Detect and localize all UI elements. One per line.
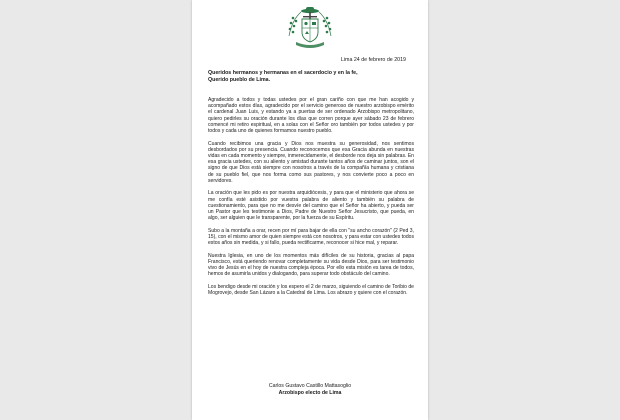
greeting-line-2: Querido pueblo de Lima. (208, 77, 271, 84)
paragraph-3: La oración que les pido es por nuestra arquidiócesis, y para que el ministerio que ahora se me confía esté asistido por vuestra palabra de aliento y también su palabra de cuestionamiento, para que no me desvíe del camino que el Señor ha abierto, y pueda ser un Pastor que les testimonie a Dios, Padre de Nuestro Señor Jesucristo, que pueda, en algo, ser alguien que le transparente, por la fuerza de su Espíritu. (208, 190, 414, 222)
greeting-line-1: Queridos hermanos y hermanas en el sacerdocio y en la fe, (208, 70, 358, 76)
paragraph-2: Cuando recibimos una gracia y Dios nos muestra su generosidad, nos sentimos desbordados por su presencia. Cuando reconocemos que esa Gracia abunda en nuestras vidas en cada momento y siempre, inmerecidamente, el desborde nos deja sin palabras. En esa gracia ustedes, con su aliento y amistad durante tantos años de caminar juntos, son el signo de que Dios está siempre con nosotros a través de la compañía humana y cristiana de su pueblo fiel, que nos forma como sus pastores, y nos convierte poco a poco en servidores. (208, 140, 414, 184)
paragraph-1: Agradecido a todos y todas ustedes por el gran cariño con que me han acogido y acompañado estos días, agradecido por el servicio generoso de nuestro arzobispo emérito el cardenal Juan Luis, y estando ya a puertas de ser ordenado Arzobispo metropolitano, quiero pedirles su oración durante los días que corren porque ayer sábado 23 de febrero comencé mi retiro espiritual, en a solas con el Señor oro también por todos ustedes y por todos y cada uno de quienes formamos nuestro pueblo. (208, 97, 414, 135)
paragraph-6: Los bendigo desde mi oración y los espero el 2 de marzo, siguiendo el camino de Toribio de Mogrovejo, desde San Lázaro a la Catedral de Lima. Los abrazo y quiere con el corazón. (208, 284, 414, 297)
paragraph-4: Subo a la montaña a orar, recen por mí para bajar de ella con "su ancho corazón" (2 Ped 3, 15), con el mismo amor de quien siempre está con nosotros, y para estar con ustedes todos estos años sin medida, y si fallo, pueda rectificarme, reconocer si hice mal, y reparar. (208, 227, 414, 247)
paragraph-5: Nuestra Iglesia, en uno de los momentos más difíciles de su historia, gracias al papa Francisco, está queriendo renovar completamente su vida desde Dios, para ser testimonio vivo de Jesús en el hoy de nuestra compleja época. Por ello esta misión es tarea de todos, hemos de asumirla unidos y dialogando, para superar todo obstáculo del camino. (208, 252, 414, 278)
signature-name: Carlos Gustavo Castillo Mattasoglio (268, 383, 352, 389)
letter-page (192, 0, 428, 420)
letter-body (208, 97, 414, 303)
signature-title: Arzobispo electo de Lima (278, 389, 342, 396)
archbishop-coat-of-arms (284, 6, 336, 48)
greeting (208, 70, 418, 85)
signature-block (192, 383, 428, 396)
letter-date: Lima 24 de febrero de 2019 (340, 57, 406, 63)
